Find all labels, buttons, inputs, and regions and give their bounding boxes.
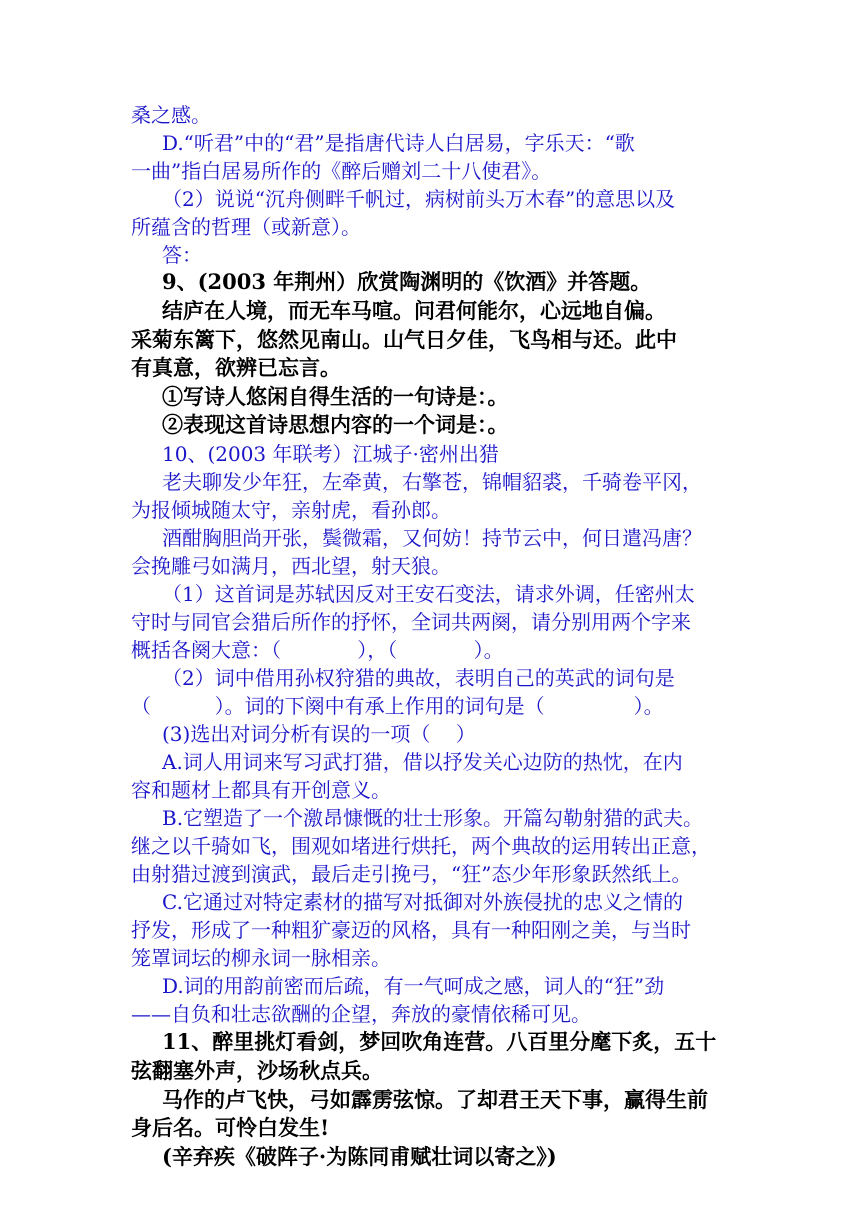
- text-line: （2）词中借用孙权狩猎的典故，表明自己的英武的词句是: [162, 666, 675, 690]
- question-item: ①写诗人悠闲自得生活的一句诗是：。: [162, 384, 509, 409]
- poem-line: 为报倾城随太守，亲射虎，看孙郎。: [131, 498, 451, 522]
- poem-line: 身后名。可怜白发生!: [131, 1115, 330, 1140]
- poem-line: 弦翻塞外声，沙场秋点兵。: [131, 1058, 383, 1083]
- text-line: 由射猎过渡到演武，最后走引挽弓，“狂”态少年形象跃然纸上。: [131, 862, 692, 886]
- question-item: ②表现这首诗思想内容的一个词是：。: [162, 412, 509, 437]
- text-line: 容和题材上都具有开创意义。: [131, 778, 391, 802]
- option-c: C.它通过对特定素材的描写对抵御对外族侵扰的忠义之情的: [162, 890, 683, 914]
- text-line: 继之以千骑如飞，围观如堵进行烘托，两个典故的运用转出正意，: [131, 834, 711, 858]
- text-line: （2）说说“沉舟侧畔千帆过，病树前头万木春”的意思以及: [162, 187, 676, 211]
- poem-line: 会挽雕弓如满月，西北望，射天狼。: [131, 554, 451, 578]
- option-b: B.它塑造了一个激昂慷慨的壮士形象。开篇勾勒射猎的武夫。: [162, 806, 704, 830]
- question-heading: 10、(2003 年联考）江城子·密州出猎: [162, 442, 499, 466]
- poem-line: 老夫聊发少年狂，左牵黄，右擎苍，锦帽貂裘，千骑卷平冈，: [162, 470, 702, 494]
- text-line: 所蕴含的哲理（或新意）。: [131, 215, 361, 239]
- question-heading: 9、(2003 年荆州）欣赏陶渊明的《饮酒》并答题。: [162, 269, 652, 294]
- text-line: D.“听君”中的“君”是指唐代诗人白居易，字乐天：“歌: [162, 131, 635, 155]
- text-line: ——自负和壮志欲酬的企望，奔放的豪情依稀可见。: [131, 1002, 591, 1026]
- text-line: 一曲”指白居易所作的《醉后赠刘二十八使君》。: [131, 159, 552, 183]
- poem-line: 有真意，欲辨已忘言。: [131, 355, 341, 380]
- text-line: （ ）。词的下阕中有承上作用的词句是（ ）。: [131, 694, 664, 718]
- text-line: 守时与同官会猎后所作的抒怀，全词共两阕，请分别用两个字来: [131, 610, 691, 634]
- poem-line: 酒酣胸胆尚开张，鬓微霜，又何妨！持节云中，何日遣冯唐？: [162, 526, 702, 550]
- text-line: 概括各阕大意：（ ），（ ）。: [131, 638, 504, 662]
- poem-line: 马作的卢飞快，弓如霹雳弦惊。了却君王天下事，赢得生前: [162, 1087, 708, 1112]
- question-item: (3)选出对词分析有误的一项（ ）: [162, 722, 476, 746]
- question-heading: 11、醉里挑灯看剑，梦回吹角连营。八百里分麾下炙，五十: [162, 1029, 717, 1054]
- answer-label: 答：: [162, 243, 202, 267]
- poem-attribution: (辛弃疾《破阵子·为陈同甫赋壮词以寄之》): [162, 1144, 557, 1169]
- option-d: D.词的用韵前密而后疏，有一气呵成之感，词人的“狂”劲: [162, 974, 665, 998]
- text-line: 抒发，形成了一种粗犷豪迈的风格，具有一种阳刚之美，与当时: [131, 918, 691, 942]
- option-a: A.词人用词来写习武打猎，借以抒发关心边防的热忱，在内: [162, 750, 683, 774]
- text-line: 桑之感。: [131, 103, 211, 127]
- poem-line: 结庐在人境，而无车马喧。问君何能尔，心远地自偏。: [162, 298, 666, 323]
- text-line: （1）这首词是苏轼因反对王安石变法，请求外调，任密州太: [162, 582, 695, 606]
- text-line: 笼罩词坛的柳永词一脉相亲。: [131, 946, 391, 970]
- poem-line: 采菊东篱下，悠然见南山。山气日夕佳，飞鸟相与还。此中: [131, 327, 677, 352]
